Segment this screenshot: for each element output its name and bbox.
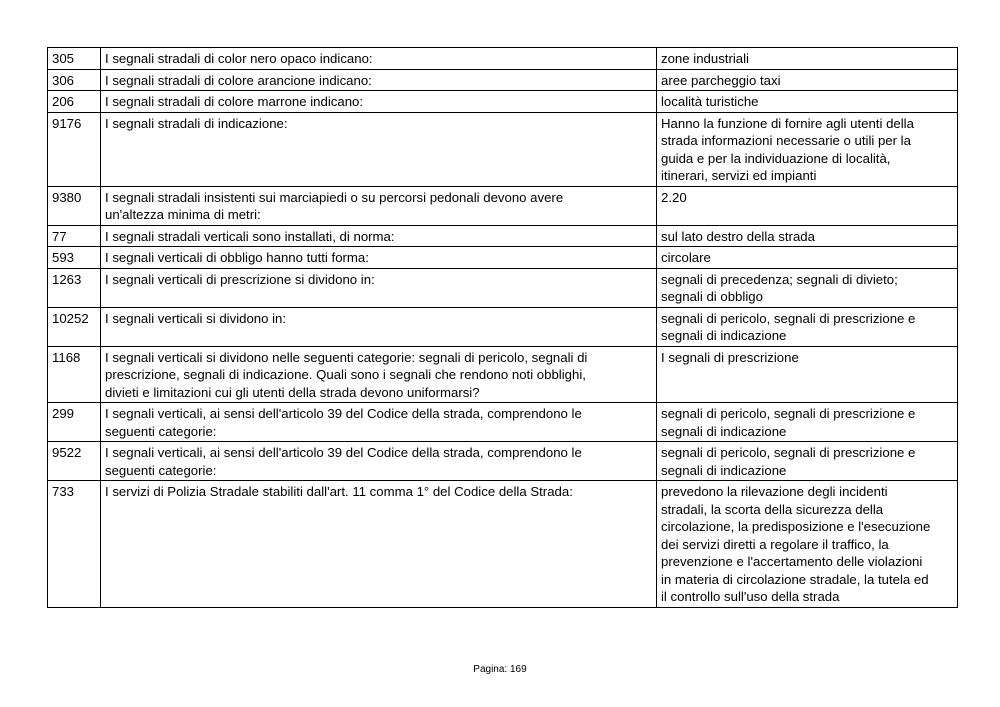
question-id-cell: 9176 bbox=[48, 112, 101, 186]
answer-text-cell: circolare bbox=[657, 247, 958, 269]
question-id-cell: 9522 bbox=[48, 442, 101, 481]
question-text-cell: I segnali stradali insistenti sui marciapiedi o su percorsi pedonali devono avere un'altezza minima di metri: bbox=[101, 186, 657, 225]
answer-text-cell: 2.20 bbox=[657, 186, 958, 225]
table-row bbox=[48, 481, 958, 608]
answer-text-cell: segnali di pericolo, segnali di prescrizione e segnali di indicazione bbox=[657, 307, 958, 346]
table-row bbox=[48, 91, 958, 113]
answer-text-cell: località turistiche bbox=[657, 91, 958, 113]
quiz-table bbox=[47, 47, 958, 608]
table-row bbox=[48, 247, 958, 269]
table-row bbox=[48, 307, 958, 346]
answer-text-cell: sul lato destro della strada bbox=[657, 225, 958, 247]
answer-text-cell: segnali di pericolo, segnali di prescrizione e segnali di indicazione bbox=[657, 403, 958, 442]
question-text-cell: I segnali stradali di colore arancione indicano: bbox=[101, 69, 657, 91]
question-id-cell: 299 bbox=[48, 403, 101, 442]
answer-text-cell: zone industriali bbox=[657, 48, 958, 70]
answer-text-cell: segnali di precedenza; segnali di divieto; segnali di obbligo bbox=[657, 268, 958, 307]
question-id-cell: 1263 bbox=[48, 268, 101, 307]
question-text-cell: I segnali stradali di colore marrone indicano: bbox=[101, 91, 657, 113]
question-id-cell: 1168 bbox=[48, 346, 101, 403]
table-row bbox=[48, 346, 958, 403]
table-row bbox=[48, 442, 958, 481]
quiz-table-body bbox=[48, 48, 958, 608]
question-text-cell: I segnali stradali di color nero opaco indicano: bbox=[101, 48, 657, 70]
question-id-cell: 206 bbox=[48, 91, 101, 113]
answer-text-cell: Hanno la funzione di fornire agli utenti della strada informazioni necessarie o utili per la guida e per la individuazione di località, itinerari, servizi ed impianti bbox=[657, 112, 958, 186]
question-id-cell: 593 bbox=[48, 247, 101, 269]
table-row bbox=[48, 403, 958, 442]
answer-text-cell: I segnali di prescrizione bbox=[657, 346, 958, 403]
page-number: Pagina: 169 bbox=[473, 664, 527, 675]
question-text-cell: I segnali verticali, ai sensi dell'articolo 39 del Codice della strada, comprendono le seguenti categorie: bbox=[101, 403, 657, 442]
table-row bbox=[48, 112, 958, 186]
answer-text-cell: aree parcheggio taxi bbox=[657, 69, 958, 91]
question-id-cell: 733 bbox=[48, 481, 101, 608]
answer-text-cell: segnali di pericolo, segnali di prescrizione e segnali di indicazione bbox=[657, 442, 958, 481]
question-id-cell: 77 bbox=[48, 225, 101, 247]
table-row bbox=[48, 186, 958, 225]
table-row bbox=[48, 48, 958, 70]
question-text-cell: I segnali stradali verticali sono installati, di norma: bbox=[101, 225, 657, 247]
question-id-cell: 10252 bbox=[48, 307, 101, 346]
table-row bbox=[48, 225, 958, 247]
question-id-cell: 305 bbox=[48, 48, 101, 70]
question-id-cell: 306 bbox=[48, 69, 101, 91]
question-text-cell: I segnali verticali si dividono nelle seguenti categorie: segnali di pericolo, segnali di prescrizione, segnali di indicazione. Quali sono i segnali che rendono noti obblighi, divieti e limitazioni cui gli utenti della strada devono uniformarsi? bbox=[101, 346, 657, 403]
question-text-cell: I segnali verticali, ai sensi dell'articolo 39 del Codice della strada, comprendono le seguenti categorie: bbox=[101, 442, 657, 481]
question-text-cell: I segnali verticali di prescrizione si dividono in: bbox=[101, 268, 657, 307]
question-text-cell: I servizi di Polizia Stradale stabiliti dall'art. 11 comma 1° del Codice della Strada: bbox=[101, 481, 657, 608]
question-text-cell: I segnali stradali di indicazione: bbox=[101, 112, 657, 186]
question-text-cell: I segnali verticali di obbligo hanno tutti forma: bbox=[101, 247, 657, 269]
answer-text-cell: prevedono la rilevazione degli incidenti stradali, la scorta della sicurezza della circolazione, la predisposizione e l'esecuzione dei servizi diretti a regolare il traffico, la prevenzione e l'accertamento delle violazioni in materia di circolazione stradale, la tutela ed il controllo sull'uso della strada bbox=[657, 481, 958, 608]
table-row bbox=[48, 268, 958, 307]
question-text-cell: I segnali verticali si dividono in: bbox=[101, 307, 657, 346]
question-id-cell: 9380 bbox=[48, 186, 101, 225]
table-row bbox=[48, 69, 958, 91]
